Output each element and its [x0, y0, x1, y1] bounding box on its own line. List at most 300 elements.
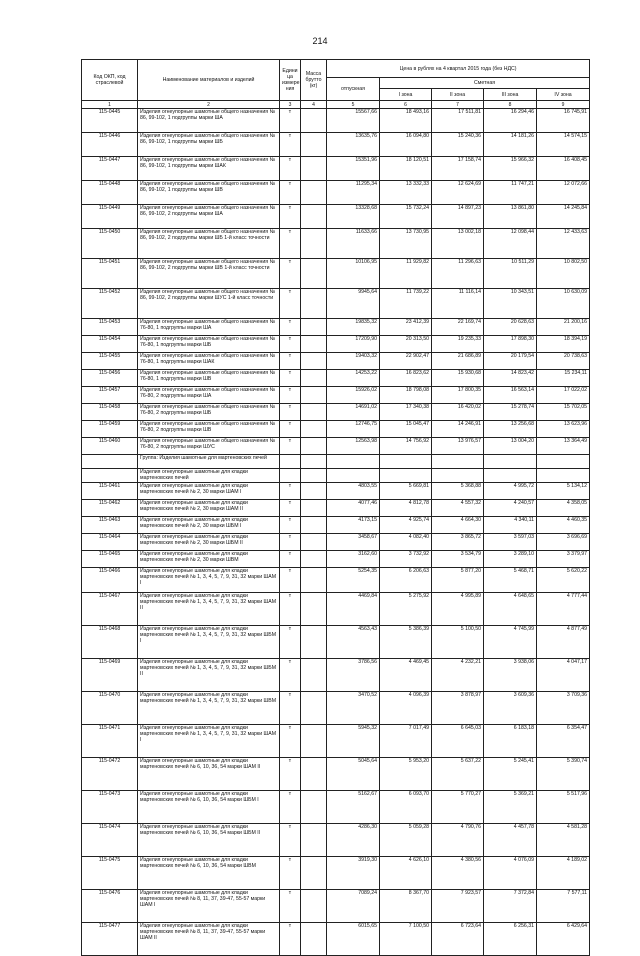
cell-z4: 14 245,84	[537, 205, 590, 229]
column-number: 1	[82, 101, 138, 109]
cell-z2: 6 645,03	[432, 725, 484, 758]
cell-release: 11633,66	[327, 229, 380, 259]
empty-cell	[280, 455, 301, 469]
cell-name: Изделия огнеупорные шамотные для кладки мартеновских печей № 1, 3, 4, 5, 7, 9, 31, 32 марки ШАМ II	[138, 593, 280, 626]
table-row	[82, 659, 590, 692]
header-zone-1: I зона	[380, 89, 432, 101]
cell-name: Изделия огнеупорные шамотные для кладки мартеновских печей № 2, 30 марки ШБМ II	[138, 534, 280, 551]
cell-unit: т	[280, 289, 301, 319]
cell-mass	[301, 421, 327, 438]
cell-mass	[301, 923, 327, 956]
page-number: 214	[312, 36, 328, 46]
table-row	[82, 483, 590, 500]
cell-z4: 7 577,11	[537, 890, 590, 923]
cell-unit: т	[280, 353, 301, 370]
cell-name: Изделия огнеупорные шамотные для кладки мартеновских печей № 1, 3, 4, 5, 7, 9, 31, 32 марки ШБМ II	[138, 659, 280, 692]
header-zone-3: III зона	[484, 89, 537, 101]
cell-unit: т	[280, 824, 301, 857]
table-row	[82, 438, 590, 455]
table-row	[82, 133, 590, 157]
column-number: 8	[484, 101, 537, 109]
cell-z2: 15 930,68	[432, 370, 484, 387]
cell-z3: 5 245,41	[484, 758, 537, 791]
cell-z4: 18 394,19	[537, 336, 590, 353]
cell-mass	[301, 725, 327, 758]
table-row	[82, 725, 590, 758]
cell-z1: 5 953,20	[380, 758, 432, 791]
cell-z4: 10 630,09	[537, 289, 590, 319]
cell-z1: 18 493,16	[380, 109, 432, 133]
cell-mass	[301, 181, 327, 205]
cell-mass	[301, 551, 327, 568]
cell-mass	[301, 289, 327, 319]
cell-mass	[301, 387, 327, 404]
cell-unit: т	[280, 336, 301, 353]
cell-unit: т	[280, 421, 301, 438]
cell-release: 4173,15	[327, 517, 380, 534]
header-price-title: Цена в рублях на 4 квартал 2015 года (без НДС)	[327, 60, 590, 78]
cell-unit: т	[280, 319, 301, 336]
cell-z4: 5 134,12	[537, 483, 590, 500]
cell-z1: 7 017,49	[380, 725, 432, 758]
cell-z2: 17 800,35	[432, 387, 484, 404]
cell-mass	[301, 229, 327, 259]
cell-mass	[301, 568, 327, 593]
cell-mass	[301, 438, 327, 455]
cell-release: 4286,30	[327, 824, 380, 857]
cell-name: Изделия огнеупорные шамотные для кладки мартеновских печей № 2, 30 марки ШАМ I	[138, 483, 280, 500]
cell-z1: 5 059,28	[380, 824, 432, 857]
cell-code: 115-0449	[82, 205, 138, 229]
cell-code: 115-0456	[82, 370, 138, 387]
cell-release: 12563,98	[327, 438, 380, 455]
cell-code: 115-0467	[82, 593, 138, 626]
cell-z3: 10 511,29	[484, 259, 537, 289]
cell-unit: т	[280, 758, 301, 791]
cell-z3: 11 747,21	[484, 181, 537, 205]
cell-release: 15567,66	[327, 109, 380, 133]
cell-z1: 4 925,74	[380, 517, 432, 534]
cell-code: 115-0468	[82, 626, 138, 659]
cell-z1: 17 340,38	[380, 404, 432, 421]
cell-z2: 5 770,27	[432, 791, 484, 824]
column-number: 5	[327, 101, 380, 109]
cell-unit: т	[280, 534, 301, 551]
cell-z2: 13 976,57	[432, 438, 484, 455]
cell-unit: т	[280, 109, 301, 133]
cell-name: Изделия огнеупорные шамотные для кладки мартеновских печей № 1, 3, 4, 5, 7, 9, 31, 32 марки ШВМ	[138, 692, 280, 725]
cell-mass	[301, 205, 327, 229]
cell-release: 3470,52	[327, 692, 380, 725]
cell-mass	[301, 890, 327, 923]
cell-code: 115-0465	[82, 551, 138, 568]
cell-z3: 10 343,51	[484, 289, 537, 319]
cell-code: 115-0477	[82, 923, 138, 956]
cell-name: Изделия огнеупорные шамотные для кладки мартеновских печей № 2, 30 марки ШВМ	[138, 551, 280, 568]
cell-name: Изделия огнеупорные шамотные для кладки мартеновских печей № 6, 10, 36, 54 марки ШАМ II	[138, 758, 280, 791]
cell-z4: 12 433,63	[537, 229, 590, 259]
cell-z1: 15 732,24	[380, 205, 432, 229]
cell-z3: 5 468,71	[484, 568, 537, 593]
cell-unit: т	[280, 404, 301, 421]
table-row	[82, 824, 590, 857]
cell-z3: 15 278,74	[484, 404, 537, 421]
empty-cell	[301, 455, 327, 469]
cell-z1: 5 386,39	[380, 626, 432, 659]
header-zone-2: II зона	[432, 89, 484, 101]
cell-release: 3919,30	[327, 857, 380, 890]
cell-name: Изделия огнеупорные шамотные общего назначения № 76-80, 1 подгруппы марки ШБ	[138, 336, 280, 353]
cell-z2: 3 865,72	[432, 534, 484, 551]
cell-z3: 17 898,30	[484, 336, 537, 353]
cell-code: 115-0447	[82, 157, 138, 181]
cell-z1: 6 093,70	[380, 791, 432, 824]
header-zone-4: IV зона	[537, 89, 590, 101]
cell-name: Изделия огнеупорные шамотные общего назначения № 86, 99-102, 2 подгруппы марки ШБ 1-й класс точности	[138, 229, 280, 259]
empty-cell	[380, 455, 432, 469]
table-row	[82, 404, 590, 421]
cell-code: 115-0458	[82, 404, 138, 421]
cell-z2: 21 686,89	[432, 353, 484, 370]
cell-name: Изделия огнеупорные шамотные общего назначения № 86, 99-102, 2 подгруппы марки ШВ 1-й класс точности	[138, 259, 280, 289]
cell-unit: т	[280, 181, 301, 205]
cell-name: Изделия огнеупорные шамотные для кладки мартеновских печей № 8, 11, 37, 39-47, 55-57 марки ШАМ I	[138, 890, 280, 923]
group-header-section	[82, 455, 590, 483]
cell-unit: т	[280, 133, 301, 157]
header-code: Код ОКП, код страслевой	[82, 60, 138, 101]
cell-name: Изделия огнеупорные шамотные для кладки мартеновских печей № 6, 10, 36, 54 марки ШВМ	[138, 857, 280, 890]
table-row	[82, 370, 590, 387]
cell-release: 5162,67	[327, 791, 380, 824]
cell-unit: т	[280, 626, 301, 659]
table-row	[82, 229, 590, 259]
cell-unit: т	[280, 857, 301, 890]
cell-z3: 20 179,54	[484, 353, 537, 370]
cell-z4: 10 802,50	[537, 259, 590, 289]
cell-mass	[301, 593, 327, 626]
cell-z3: 4 648,65	[484, 593, 537, 626]
table-row	[82, 421, 590, 438]
cell-unit: т	[280, 659, 301, 692]
cell-unit: т	[280, 517, 301, 534]
cell-release: 13635,76	[327, 133, 380, 157]
cell-z2: 5 877,20	[432, 568, 484, 593]
cell-name: Изделия огнеупорные шамотные для кладки мартеновских печей № 2, 30 марки ШАМ II	[138, 500, 280, 517]
cell-name: Изделия огнеупорные шамотные для кладки мартеновских печей № 2, 30 марки ШБМ I	[138, 517, 280, 534]
cell-unit: т	[280, 259, 301, 289]
cell-mass	[301, 692, 327, 725]
column-number: 7	[432, 101, 484, 109]
cell-code: 115-0446	[82, 133, 138, 157]
cell-code: 115-0474	[82, 824, 138, 857]
cell-z3: 16 294,46	[484, 109, 537, 133]
cell-mass	[301, 483, 327, 500]
cell-code: 115-0464	[82, 534, 138, 551]
cell-code: 115-0460	[82, 438, 138, 455]
cell-z1: 5 275,92	[380, 593, 432, 626]
cell-z1: 20 313,50	[380, 336, 432, 353]
cell-name: Изделия огнеупорные шамотные общего назначения № 86, 99-102, 1 подгруппы марки ШБ	[138, 133, 280, 157]
cell-unit: т	[280, 387, 301, 404]
cell-name: Изделия огнеупорные шамотные общего назначения № 76-80, 2 подгруппы марки ШБ	[138, 404, 280, 421]
cell-z1: 7 100,50	[380, 923, 432, 956]
cell-z4: 3 379,97	[537, 551, 590, 568]
table-row	[82, 109, 590, 133]
cell-release: 15926,02	[327, 387, 380, 404]
cell-z1: 4 096,39	[380, 692, 432, 725]
cell-mass	[301, 534, 327, 551]
cell-name: Изделия огнеупорные шамотные общего назначения № 86, 99-102, 1 подгруппы марки ШВ	[138, 181, 280, 205]
cell-z3: 4 076,09	[484, 857, 537, 890]
cell-unit: т	[280, 551, 301, 568]
cell-z4: 5 517,96	[537, 791, 590, 824]
cell-z2: 17 158,74	[432, 157, 484, 181]
cell-unit: т	[280, 500, 301, 517]
cell-z2: 4 232,21	[432, 659, 484, 692]
cell-z2: 16 420,02	[432, 404, 484, 421]
cell-z4: 6 429,64	[537, 923, 590, 956]
cell-z2: 14 897,23	[432, 205, 484, 229]
cell-z4: 13 364,49	[537, 438, 590, 455]
cell-z3: 13 256,68	[484, 421, 537, 438]
cell-unit: т	[280, 692, 301, 725]
cell-z1: 16 823,62	[380, 370, 432, 387]
empty-cell	[327, 469, 380, 483]
cell-mass	[301, 157, 327, 181]
cell-release: 11295,34	[327, 181, 380, 205]
cell-mass	[301, 517, 327, 534]
empty-cell	[484, 469, 537, 483]
cell-release: 17209,90	[327, 336, 380, 353]
cell-z1: 8 367,70	[380, 890, 432, 923]
cell-z4: 4 189,02	[537, 857, 590, 890]
cell-z3: 14 181,26	[484, 133, 537, 157]
cell-release: 5945,32	[327, 725, 380, 758]
cell-release: 3786,56	[327, 659, 380, 692]
cell-unit: т	[280, 205, 301, 229]
group-subtitle: Изделия огнеупорные шамотные для кладки мартеновских печей	[138, 469, 280, 483]
table-row	[82, 157, 590, 181]
table-row	[82, 387, 590, 404]
cell-name: Изделия огнеупорные шамотные общего назначения № 76-80, 1 подгруппы марки ШАК	[138, 353, 280, 370]
cell-z2: 4 380,56	[432, 857, 484, 890]
cell-mass	[301, 857, 327, 890]
cell-z3: 4 745,99	[484, 626, 537, 659]
table-row	[82, 259, 590, 289]
cell-name: Изделия огнеупорные шамотные для кладки мартеновских печей № 6, 10, 36, 54 марки ШБМ I	[138, 791, 280, 824]
cell-z1: 6 206,63	[380, 568, 432, 593]
cell-z4: 5 620,22	[537, 568, 590, 593]
cell-mass	[301, 659, 327, 692]
cell-z2: 5 637,22	[432, 758, 484, 791]
cell-z4: 16 408,45	[537, 157, 590, 181]
cell-release: 12746,75	[327, 421, 380, 438]
cell-z4: 20 738,63	[537, 353, 590, 370]
cell-name: Изделия огнеупорные шамотные для кладки мартеновских печей № 1, 3, 4, 5, 7, 9, 31, 32 марки ШАМ I	[138, 568, 280, 593]
cell-code: 115-0459	[82, 421, 138, 438]
table-row	[82, 593, 590, 626]
cell-code: 115-0470	[82, 692, 138, 725]
cell-code: 115-0448	[82, 181, 138, 205]
table-row	[82, 791, 590, 824]
cell-name: Изделия огнеупорные шамотные общего назначения № 76-80, 1 подгруппы марки ША	[138, 319, 280, 336]
table-row	[82, 857, 590, 890]
cell-code: 115-0471	[82, 725, 138, 758]
cell-unit: т	[280, 593, 301, 626]
group-title: Группа: Изделия шамотные для мартеновских печей	[138, 455, 280, 469]
price-table	[81, 59, 590, 956]
table-row	[82, 758, 590, 791]
column-number: 3	[280, 101, 301, 109]
cell-z1: 15 045,47	[380, 421, 432, 438]
cell-z1: 13 332,33	[380, 181, 432, 205]
cell-code: 115-0466	[82, 568, 138, 593]
cell-z3: 20 628,63	[484, 319, 537, 336]
cell-z3: 14 823,42	[484, 370, 537, 387]
empty-cell	[301, 469, 327, 483]
cell-release: 14691,02	[327, 404, 380, 421]
cell-code: 115-0452	[82, 289, 138, 319]
table-row	[82, 534, 590, 551]
cell-name: Изделия огнеупорные шамотные общего назначения № 76-80, 2 подгруппы марки ША	[138, 387, 280, 404]
cell-name: Изделия огнеупорные шамотные общего назначения № 76-80, 1 подгруппы марки ШВ	[138, 370, 280, 387]
cell-z4: 4 877,49	[537, 626, 590, 659]
cell-z2: 14 246,91	[432, 421, 484, 438]
cell-z1: 4 812,78	[380, 500, 432, 517]
cell-code: 115-0462	[82, 500, 138, 517]
cell-code: 115-0453	[82, 319, 138, 336]
cell-release: 19835,32	[327, 319, 380, 336]
cell-release: 9945,64	[327, 289, 380, 319]
table-header	[82, 60, 590, 109]
cell-mass	[301, 626, 327, 659]
table-row	[82, 890, 590, 923]
cell-code: 115-0454	[82, 336, 138, 353]
cell-z3: 3 289,10	[484, 551, 537, 568]
cell-mass	[301, 336, 327, 353]
cell-z3: 6 256,31	[484, 923, 537, 956]
cell-z4: 4 358,05	[537, 500, 590, 517]
cell-z2: 12 624,69	[432, 181, 484, 205]
cell-z2: 4 664,30	[432, 517, 484, 534]
cell-z1: 5 669,81	[380, 483, 432, 500]
cell-z1: 22 902,47	[380, 353, 432, 370]
cell-code: 115-0457	[82, 387, 138, 404]
table-row	[82, 289, 590, 319]
table-row	[82, 517, 590, 534]
cell-z2: 19 235,33	[432, 336, 484, 353]
cell-z1: 4 469,45	[380, 659, 432, 692]
cell-z3: 13 861,80	[484, 205, 537, 229]
cell-code: 115-0463	[82, 517, 138, 534]
cell-name: Изделия огнеупорные шамотные общего назначения № 86, 99-102, 2 подгруппы марки ША	[138, 205, 280, 229]
cell-unit: т	[280, 157, 301, 181]
cell-mass	[301, 758, 327, 791]
header-name: Наименование материалов и изделий	[138, 60, 280, 101]
cell-release: 10106,95	[327, 259, 380, 289]
cell-z3: 3 938,06	[484, 659, 537, 692]
cell-z4: 17 022,02	[537, 387, 590, 404]
cell-z2: 4 995,89	[432, 593, 484, 626]
table-row	[82, 626, 590, 659]
column-number: 9	[537, 101, 590, 109]
cell-z2: 17 511,81	[432, 109, 484, 133]
cell-code: 115-0473	[82, 791, 138, 824]
table-row	[82, 336, 590, 353]
cell-name: Изделия огнеупорные шамотные общего назначения № 86, 99-102, 1 подгруппы марки ША	[138, 109, 280, 133]
cell-release: 13328,68	[327, 205, 380, 229]
cell-z1: 13 730,95	[380, 229, 432, 259]
cell-mass	[301, 404, 327, 421]
cell-z3: 13 004,20	[484, 438, 537, 455]
cell-z3: 4 340,11	[484, 517, 537, 534]
table-row	[82, 923, 590, 956]
cell-z3: 4 240,57	[484, 500, 537, 517]
cell-z3: 3 609,36	[484, 692, 537, 725]
table-row	[82, 181, 590, 205]
empty-cell	[280, 469, 301, 483]
cell-z1: 11 929,82	[380, 259, 432, 289]
cell-release: 15351,96	[327, 157, 380, 181]
empty-cell	[537, 455, 590, 469]
empty-cell	[484, 455, 537, 469]
cell-z1: 18 120,51	[380, 157, 432, 181]
cell-unit: т	[280, 438, 301, 455]
column-numbers-row	[82, 101, 590, 109]
cell-z2: 5 100,50	[432, 626, 484, 659]
cell-z2: 6 723,64	[432, 923, 484, 956]
cell-z4: 12 072,66	[537, 181, 590, 205]
cell-z2: 15 240,36	[432, 133, 484, 157]
table-row	[82, 353, 590, 370]
column-number: 4	[301, 101, 327, 109]
cell-mass	[301, 109, 327, 133]
cell-z1: 4 082,40	[380, 534, 432, 551]
cell-code: 115-0475	[82, 857, 138, 890]
cell-release: 6015,65	[327, 923, 380, 956]
table-row	[82, 551, 590, 568]
table-row	[82, 568, 590, 593]
cell-release: 7089,24	[327, 890, 380, 923]
cell-z3: 12 098,44	[484, 229, 537, 259]
cell-z3: 4 995,72	[484, 483, 537, 500]
cell-code: 115-0461	[82, 483, 138, 500]
cell-mass	[301, 259, 327, 289]
cell-z2: 22 169,74	[432, 319, 484, 336]
cell-release: 19403,32	[327, 353, 380, 370]
cell-name: Изделия огнеупорные шамотные для кладки мартеновских печей № 8, 11, 37, 39-47, 55-57 марки ШАМ II	[138, 923, 280, 956]
cell-unit: т	[280, 483, 301, 500]
table-row	[82, 692, 590, 725]
cell-code: 115-0455	[82, 353, 138, 370]
cell-z2: 11 296,63	[432, 259, 484, 289]
cell-unit: т	[280, 725, 301, 758]
cell-z1: 11 739,22	[380, 289, 432, 319]
cell-release: 5254,35	[327, 568, 380, 593]
cell-mass	[301, 791, 327, 824]
table-row	[82, 205, 590, 229]
cell-z3: 6 183,18	[484, 725, 537, 758]
cell-z3: 4 457,78	[484, 824, 537, 857]
cell-mass	[301, 500, 327, 517]
empty-cell	[380, 469, 432, 483]
header-estimate: Сметная	[380, 78, 590, 89]
cell-release: 4469,84	[327, 593, 380, 626]
cell-name: Изделия огнеупорные шамотные для кладки мартеновских печей № 1, 3, 4, 5, 7, 9, 31, 32 марки ШБМ I	[138, 626, 280, 659]
cell-z2: 3 534,79	[432, 551, 484, 568]
table-row	[82, 500, 590, 517]
table-body-open-hearth	[82, 483, 590, 956]
